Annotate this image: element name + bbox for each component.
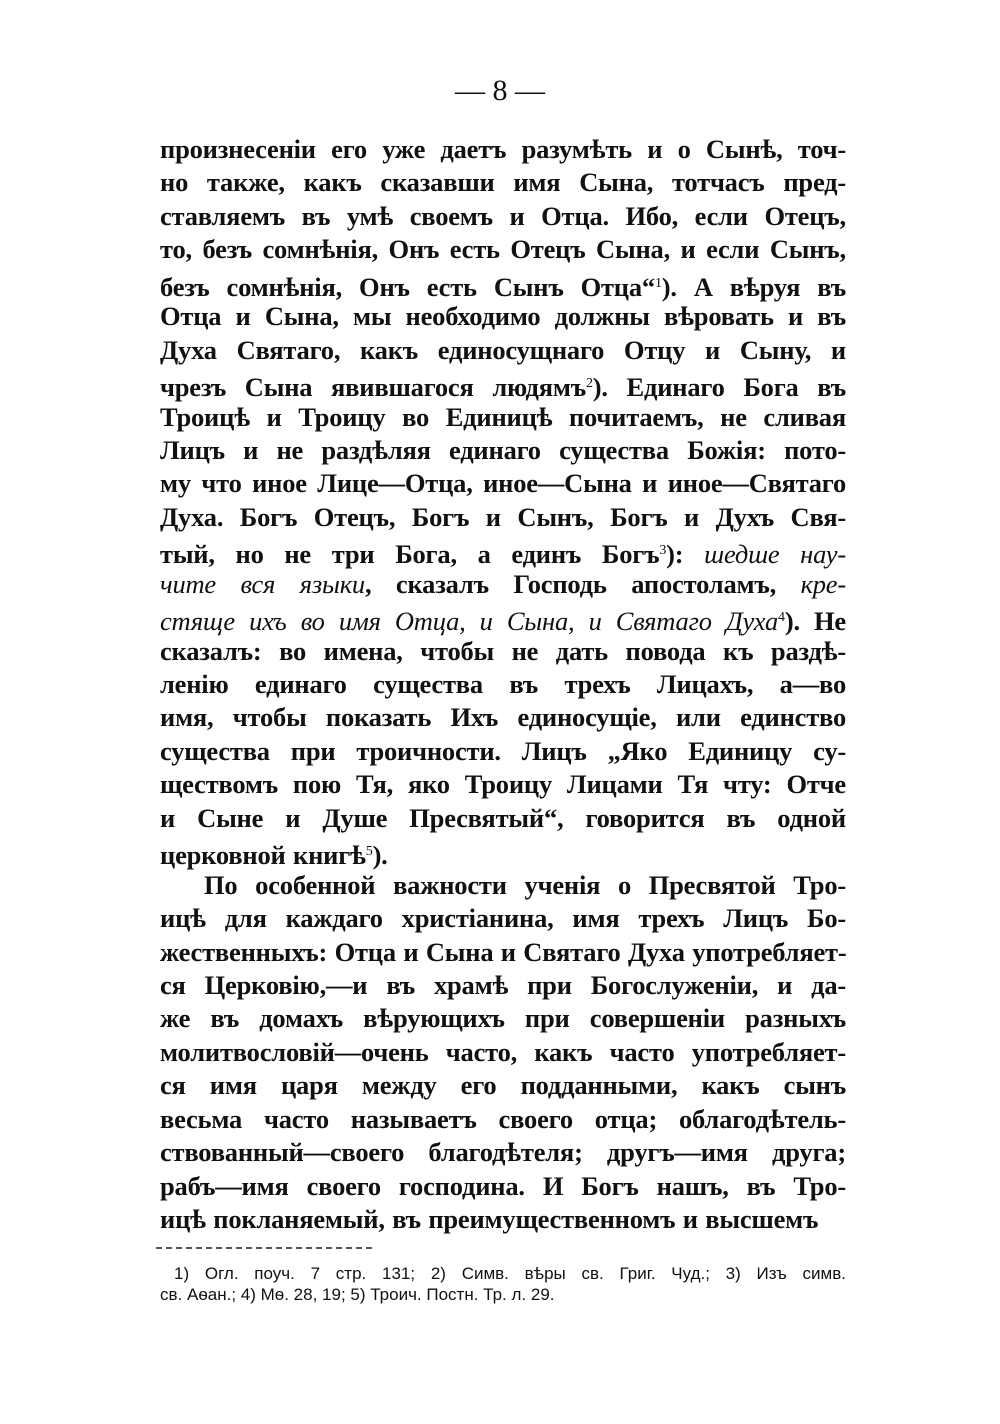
text-segment: ствованный—своего благодѣтеля; другъ—имя друга;	[160, 1137, 846, 1168]
text-line	[160, 902, 846, 935]
text-line	[160, 601, 846, 637]
text-segment: имя, чтобы показать Ихъ единосущiе, или единство	[160, 702, 846, 733]
text-line	[160, 367, 846, 403]
footnote-ref: 5	[365, 844, 373, 860]
footnote-ref: 3	[659, 543, 667, 559]
text-segment: му что иное Лице—Отца, иное—Сына и иное—Святаго	[160, 468, 846, 499]
text-line	[160, 467, 846, 500]
text-segment: ).	[372, 840, 388, 871]
text-line	[160, 334, 846, 367]
text-segment: ставляемъ въ умѣ своемъ и Отца. Ибо, если Отецъ,	[160, 200, 846, 231]
text-segment: то, безъ сомнѣнiя, Онъ есть Отецъ Сына, и если Сынъ,	[160, 234, 846, 265]
text-line	[160, 969, 846, 1002]
text-segment: молитвословiй—очень часто, какъ часто употребляет-	[160, 1036, 846, 1067]
text-segment: чрезъ Сына явившагося людямъ	[160, 372, 586, 403]
page-number: — 8 —	[455, 74, 545, 107]
text-line	[160, 401, 846, 434]
text-line	[160, 501, 846, 534]
text-line	[160, 1036, 846, 1069]
text-segment: церковной книгѣ	[160, 840, 366, 871]
text-line	[160, 1069, 846, 1102]
text-segment: ). А вѣруя въ	[661, 271, 847, 302]
text-segment: Духа Святаго, какъ единосущнаго Отцу и Сыну, и	[160, 334, 846, 365]
text-line	[160, 200, 846, 233]
text-line	[160, 768, 846, 801]
italic-quote: стяще ихъ во имя Отца, и Сына, и Святаго Духа	[160, 606, 779, 637]
text-line	[160, 233, 846, 266]
text-segment: По особенной важности ученiя о Пресвятой Тро-	[204, 869, 846, 900]
text-segment: рабъ—имя своего господина. И Богъ нашъ, въ Тро-	[160, 1170, 846, 1201]
text-segment: , сказалъ Господь апостоламъ,	[364, 568, 801, 599]
text-segment: Троицѣ и Троицу во Единицѣ почитаемъ, не сливая	[160, 401, 846, 432]
text-segment: безъ сомнѣнiя, Онъ есть Сынъ Отца“	[160, 271, 655, 302]
footnote-ref: 1	[654, 275, 662, 291]
text-segment: но также, какъ сказавши имя Сына, тотчасъ пред-	[160, 167, 846, 198]
text-line	[160, 1002, 846, 1035]
text-segment: ществомъ пою Тя, яко Троицу Лицами Тя чту: Отче	[160, 769, 846, 800]
italic-quote: чите вся языки	[160, 568, 365, 599]
footnote-separator	[156, 1247, 372, 1249]
footnote-ref: 2	[585, 376, 593, 392]
body-text	[160, 133, 846, 1236]
text-line	[160, 735, 846, 768]
text-segment: ся имя царя между его подданными, какъ сынъ	[160, 1070, 846, 1101]
text-line	[160, 1103, 846, 1136]
text-line	[160, 802, 846, 835]
text-segment: ). Не	[784, 606, 846, 637]
text-segment: жественныхъ: Отца и Сына и Святаго Духа употребляет-	[160, 936, 847, 967]
text-segment: существа при троичности. Лицъ „Яко Единицу су-	[160, 735, 846, 766]
text-segment: весьма часто называетъ своего отца; облагодѣтель-	[160, 1103, 846, 1134]
text-line	[160, 869, 846, 902]
text-line	[160, 534, 846, 570]
text-line	[160, 635, 846, 668]
text-segment: ):	[666, 539, 705, 570]
text-segment: же въ домахъ вѣрующихъ при совершенiи разныхъ	[160, 1003, 846, 1034]
text-segment: Лицъ и не раздѣляя единаго существа Божiя: пото-	[160, 434, 846, 465]
footnote-line: св. Аѳан.; 4) Мѳ. 28, 19; 5) Троич. Постн. Тр. л. 29.	[160, 1285, 555, 1304]
text-segment: Духа. Богъ Отецъ, Богъ и Сынъ, Богъ и Духъ Свя-	[160, 501, 846, 532]
text-segment: ся Церковiю,—и въ храмѣ при Богослуженiи, и да-	[160, 969, 846, 1000]
italic-quote: шедше нау-	[704, 539, 846, 570]
text-line	[160, 568, 846, 601]
text-line	[160, 1203, 846, 1236]
text-segment: ицѣ для каждаго христiанина, имя трехъ Лицъ Бо-	[160, 903, 846, 934]
text-line	[160, 701, 846, 734]
text-segment: ицѣ покланяемый, въ преимущественномъ и высшемъ	[160, 1204, 819, 1234]
footnotes	[160, 1263, 846, 1305]
text-line	[160, 166, 846, 199]
text-segment: Отца и Сына, мы необходимо должны вѣровать и въ	[160, 301, 846, 332]
text-line	[160, 267, 846, 300]
text-segment: ленiю единаго существа въ трехъ Лицахъ, а—во	[160, 669, 846, 699]
text-line	[160, 936, 846, 969]
text-segment: произнесенiи его уже даетъ разумѣть и о Сынѣ, точ-	[160, 134, 846, 164]
text-line	[160, 133, 846, 166]
footnote-line: 1) Огл. поуч. 7 стр. 131; 2) Симв. вѣры св. Григ. Чуд.; 3) Изъ симв.	[174, 1264, 846, 1283]
footnote-ref: 4	[778, 610, 785, 626]
text-line	[160, 1136, 846, 1169]
text-segment: тый, но не три Бога, а единъ Богъ	[160, 539, 660, 570]
text-line	[160, 434, 846, 467]
text-line	[160, 668, 846, 701]
text-line	[160, 300, 846, 333]
text-line	[160, 835, 846, 871]
text-line	[160, 1170, 846, 1203]
italic-quote: кре-	[800, 568, 846, 599]
text-segment: и Сыне и Душе Пресвятый“, говорится въ одной	[160, 802, 846, 833]
text-segment: ). Единаго Бога въ	[592, 372, 846, 403]
text-segment: сказалъ: во имена, чтобы не дать повода къ раздѣ-	[160, 635, 846, 666]
